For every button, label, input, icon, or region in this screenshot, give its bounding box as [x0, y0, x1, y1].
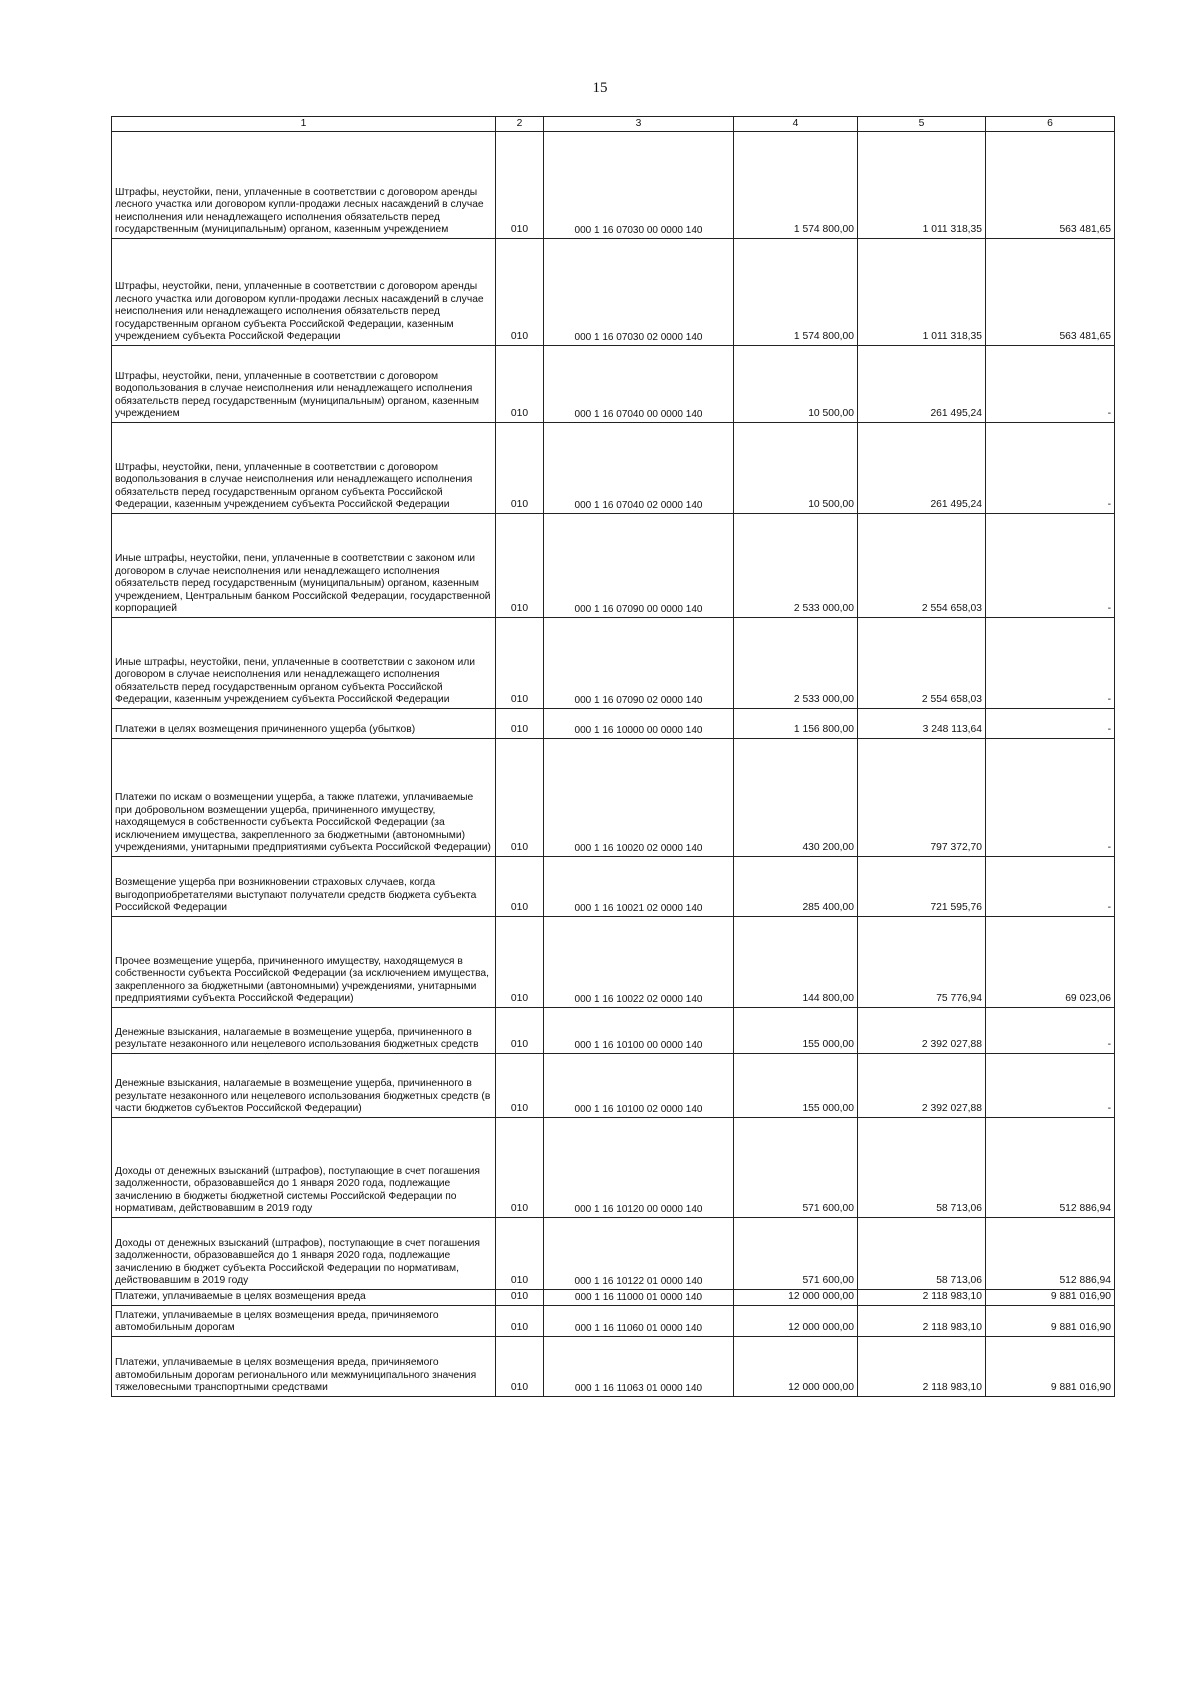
- row-approved-amount: 571 600,00: [734, 1218, 858, 1290]
- row-line-code: 010: [496, 1118, 544, 1218]
- row-unexecuted-amount: 563 481,65: [986, 239, 1115, 346]
- table-row: [112, 423, 1115, 514]
- table-body: [112, 132, 1115, 1397]
- row-approved-amount: 12 000 000,00: [734, 1306, 858, 1337]
- row-description: Штрафы, неустойки, пени, уплаченные в соответствии с договором аренды лесного участка или договором купли-продажи лесных насаждений в случае неисполнения или ненадлежащего исполнения обязательств перед государственным органом субъекта Российской Федерации, казенным учреждением субъекта Российской Федерации: [112, 239, 496, 346]
- row-line-code: 010: [496, 423, 544, 514]
- row-executed-amount: 797 372,70: [858, 739, 986, 857]
- table-row: [112, 514, 1115, 618]
- row-unexecuted-amount: -: [986, 618, 1115, 709]
- row-line-code: 010: [496, 1306, 544, 1337]
- table-row: [112, 346, 1115, 423]
- row-executed-amount: 261 495,24: [858, 346, 986, 423]
- row-description: Штрафы, неустойки, пени, уплаченные в соответствии с договором водопользования в случае неисполнения или ненадлежащего исполнения обязательств перед государственным (муниципальным) органом, казенным учреждением: [112, 346, 496, 423]
- row-approved-amount: 2 533 000,00: [734, 618, 858, 709]
- row-executed-amount: 261 495,24: [858, 423, 986, 514]
- row-approved-amount: 12 000 000,00: [734, 1337, 858, 1397]
- row-line-code: 010: [496, 1290, 544, 1306]
- row-line-code: 010: [496, 739, 544, 857]
- table-row: [112, 618, 1115, 709]
- row-executed-amount: 2 118 983,10: [858, 1290, 986, 1306]
- table-row: [112, 1337, 1115, 1397]
- row-line-code: 010: [496, 618, 544, 709]
- row-description: Платежи по искам о возмещении ущерба, а также платежи, уплачиваемые при добровольном возмещении ущерба, причиненного имуществу, находящемуся в собственности субъекта Российской Федерации (за исключением имущества, закрепленного за бюджетными (автономными) учреждениями, унитарными предприятиями субъекта Российской Федерации): [112, 739, 496, 857]
- row-line-code: 010: [496, 857, 544, 917]
- row-executed-amount: 1 011 318,35: [858, 132, 986, 239]
- row-executed-amount: 75 776,94: [858, 917, 986, 1008]
- table-header-row: [112, 117, 1115, 132]
- row-unexecuted-amount: 512 886,94: [986, 1118, 1115, 1218]
- row-budget-classification-code: 000 1 16 10022 02 0000 140: [544, 917, 734, 1008]
- row-unexecuted-amount: -: [986, 423, 1115, 514]
- row-budget-classification-code: 000 1 16 10020 02 0000 140: [544, 739, 734, 857]
- column-header: 4: [734, 117, 858, 132]
- row-unexecuted-amount: -: [986, 1054, 1115, 1118]
- row-line-code: 010: [496, 239, 544, 346]
- table-row: [112, 1218, 1115, 1290]
- row-executed-amount: 721 595,76: [858, 857, 986, 917]
- row-executed-amount: 2 392 027,88: [858, 1054, 986, 1118]
- column-header: 2: [496, 117, 544, 132]
- row-unexecuted-amount: -: [986, 739, 1115, 857]
- page-number: 15: [592, 80, 608, 96]
- row-line-code: 010: [496, 346, 544, 423]
- row-unexecuted-amount: 9 881 016,90: [986, 1290, 1115, 1306]
- row-budget-classification-code: 000 1 16 07040 02 0000 140: [544, 423, 734, 514]
- table-row: [112, 857, 1115, 917]
- row-unexecuted-amount: 9 881 016,90: [986, 1337, 1115, 1397]
- table-row: [112, 1118, 1115, 1218]
- row-budget-classification-code: 000 1 16 10021 02 0000 140: [544, 857, 734, 917]
- row-line-code: 010: [496, 917, 544, 1008]
- row-description: Платежи, уплачиваемые в целях возмещения вреда, причиняемого автомобильным дорогам регионального или межмуниципального значения тяжеловесными транспортными средствами: [112, 1337, 496, 1397]
- row-line-code: 010: [496, 132, 544, 239]
- table-row: [112, 1306, 1115, 1337]
- row-budget-classification-code: 000 1 16 11063 01 0000 140: [544, 1337, 734, 1397]
- row-approved-amount: 1 156 800,00: [734, 709, 858, 739]
- row-budget-classification-code: 000 1 16 07040 00 0000 140: [544, 346, 734, 423]
- row-line-code: 010: [496, 1008, 544, 1054]
- row-executed-amount: 1 011 318,35: [858, 239, 986, 346]
- row-description: Иные штрафы, неустойки, пени, уплаченные в соответствии с законом или договором в случае неисполнения или ненадлежащего исполнения обязательств перед государственным органом субъекта Российской Федерации, казенным учреждением субъекта Российской Федерации: [112, 618, 496, 709]
- row-budget-classification-code: 000 1 16 10122 01 0000 140: [544, 1218, 734, 1290]
- column-header: 3: [544, 117, 734, 132]
- row-executed-amount: 2 554 658,03: [858, 618, 986, 709]
- row-unexecuted-amount: 563 481,65: [986, 132, 1115, 239]
- row-description: Платежи, уплачиваемые в целях возмещения вреда: [112, 1290, 496, 1306]
- row-budget-classification-code: 000 1 16 07090 00 0000 140: [544, 514, 734, 618]
- row-approved-amount: 285 400,00: [734, 857, 858, 917]
- row-approved-amount: 1 574 800,00: [734, 239, 858, 346]
- row-unexecuted-amount: 69 023,06: [986, 917, 1115, 1008]
- row-unexecuted-amount: 9 881 016,90: [986, 1306, 1115, 1337]
- table-row: [112, 709, 1115, 739]
- row-executed-amount: 2 118 983,10: [858, 1306, 986, 1337]
- row-unexecuted-amount: -: [986, 709, 1115, 739]
- row-approved-amount: 12 000 000,00: [734, 1290, 858, 1306]
- row-description: Денежные взыскания, налагаемые в возмещение ущерба, причиненного в результате незаконного или нецелевого использования бюджетных средств: [112, 1008, 496, 1054]
- row-line-code: 010: [496, 709, 544, 739]
- row-executed-amount: 2 554 658,03: [858, 514, 986, 618]
- row-budget-classification-code: 000 1 16 10100 00 0000 140: [544, 1008, 734, 1054]
- row-description: Возмещение ущерба при возникновении страховых случаев, когда выгодоприобретателями выступают получатели средств бюджета субъекта Российской Федерации: [112, 857, 496, 917]
- row-unexecuted-amount: -: [986, 1008, 1115, 1054]
- row-approved-amount: 155 000,00: [734, 1008, 858, 1054]
- row-executed-amount: 58 713,06: [858, 1118, 986, 1218]
- row-description: Платежи, уплачиваемые в целях возмещения вреда, причиняемого автомобильным дорогам: [112, 1306, 496, 1337]
- table-row: [112, 1008, 1115, 1054]
- row-line-code: 010: [496, 1218, 544, 1290]
- row-budget-classification-code: 000 1 16 10100 02 0000 140: [544, 1054, 734, 1118]
- row-unexecuted-amount: -: [986, 346, 1115, 423]
- income-report-table: [111, 116, 1115, 1397]
- row-description: Доходы от денежных взысканий (штрафов), поступающие в счет погашения задолженности, образовавшейся до 1 января 2020 года, подлежащие зачислению в бюджет субъекта Российской Федерации по нормативам, действовавшим в 2019 году: [112, 1218, 496, 1290]
- table-row: [112, 132, 1115, 239]
- row-description: Доходы от денежных взысканий (штрафов), поступающие в счет погашения задолженности, образовавшейся до 1 января 2020 года, подлежащие зачислению в бюджеты бюджетной системы Российской Федерации по нормативам, действовавшим в 2019 году: [112, 1118, 496, 1218]
- row-budget-classification-code: 000 1 16 07090 02 0000 140: [544, 618, 734, 709]
- column-header: 5: [858, 117, 986, 132]
- row-approved-amount: 1 574 800,00: [734, 132, 858, 239]
- table-row: [112, 239, 1115, 346]
- table-row: [112, 917, 1115, 1008]
- row-description: Денежные взыскания, налагаемые в возмещение ущерба, причиненного в результате незаконного или нецелевого использования бюджетных средств (в части бюджетов субъектов Российской Федерации): [112, 1054, 496, 1118]
- table-row: [112, 1290, 1115, 1306]
- row-budget-classification-code: 000 1 16 10000 00 0000 140: [544, 709, 734, 739]
- row-description: Штрафы, неустойки, пени, уплаченные в соответствии с договором аренды лесного участка или договором купли-продажи лесных насаждений в случае неисполнения или ненадлежащего исполнения обязательств перед государственным (муниципальным) органом, казенным учреждением: [112, 132, 496, 239]
- row-unexecuted-amount: 512 886,94: [986, 1218, 1115, 1290]
- row-approved-amount: 571 600,00: [734, 1118, 858, 1218]
- row-approved-amount: 2 533 000,00: [734, 514, 858, 618]
- row-budget-classification-code: 000 1 16 07030 00 0000 140: [544, 132, 734, 239]
- column-header: 1: [112, 117, 496, 132]
- row-budget-classification-code: 000 1 16 11000 01 0000 140: [544, 1290, 734, 1306]
- row-executed-amount: 2 118 983,10: [858, 1337, 986, 1397]
- row-approved-amount: 10 500,00: [734, 346, 858, 423]
- row-executed-amount: 3 248 113,64: [858, 709, 986, 739]
- row-budget-classification-code: 000 1 16 11060 01 0000 140: [544, 1306, 734, 1337]
- row-executed-amount: 58 713,06: [858, 1218, 986, 1290]
- row-approved-amount: 155 000,00: [734, 1054, 858, 1118]
- row-line-code: 010: [496, 1054, 544, 1118]
- row-description: Штрафы, неустойки, пени, уплаченные в соответствии с договором водопользования в случае неисполнения или ненадлежащего исполнения обязательств перед государственным органом субъекта Российской Федерации, казенным учреждением субъекта Российской Федерации: [112, 423, 496, 514]
- row-unexecuted-amount: -: [986, 514, 1115, 618]
- row-budget-classification-code: 000 1 16 07030 02 0000 140: [544, 239, 734, 346]
- table-row: [112, 1054, 1115, 1118]
- row-description: Платежи в целях возмещения причиненного ущерба (убытков): [112, 709, 496, 739]
- row-executed-amount: 2 392 027,88: [858, 1008, 986, 1054]
- row-description: Прочее возмещение ущерба, причиненного имуществу, находящемуся в собственности субъекта Российской Федерации (за исключением имущества, закрепленного за бюджетными (автономными) учреждениями, унитарными предприятиями субъекта Российской Федерации): [112, 917, 496, 1008]
- table-row: [112, 739, 1115, 857]
- row-approved-amount: 430 200,00: [734, 739, 858, 857]
- row-approved-amount: 10 500,00: [734, 423, 858, 514]
- column-header: 6: [986, 117, 1115, 132]
- row-line-code: 010: [496, 514, 544, 618]
- row-line-code: 010: [496, 1337, 544, 1397]
- row-description: Иные штрафы, неустойки, пени, уплаченные в соответствии с законом или договором в случае неисполнения или ненадлежащего исполнения обязательств перед государственным (муниципальным) органом, казенным учреждением, Центральным банком Российской Федерации, государственной корпорацией: [112, 514, 496, 618]
- row-approved-amount: 144 800,00: [734, 917, 858, 1008]
- row-unexecuted-amount: -: [986, 857, 1115, 917]
- row-budget-classification-code: 000 1 16 10120 00 0000 140: [544, 1118, 734, 1218]
